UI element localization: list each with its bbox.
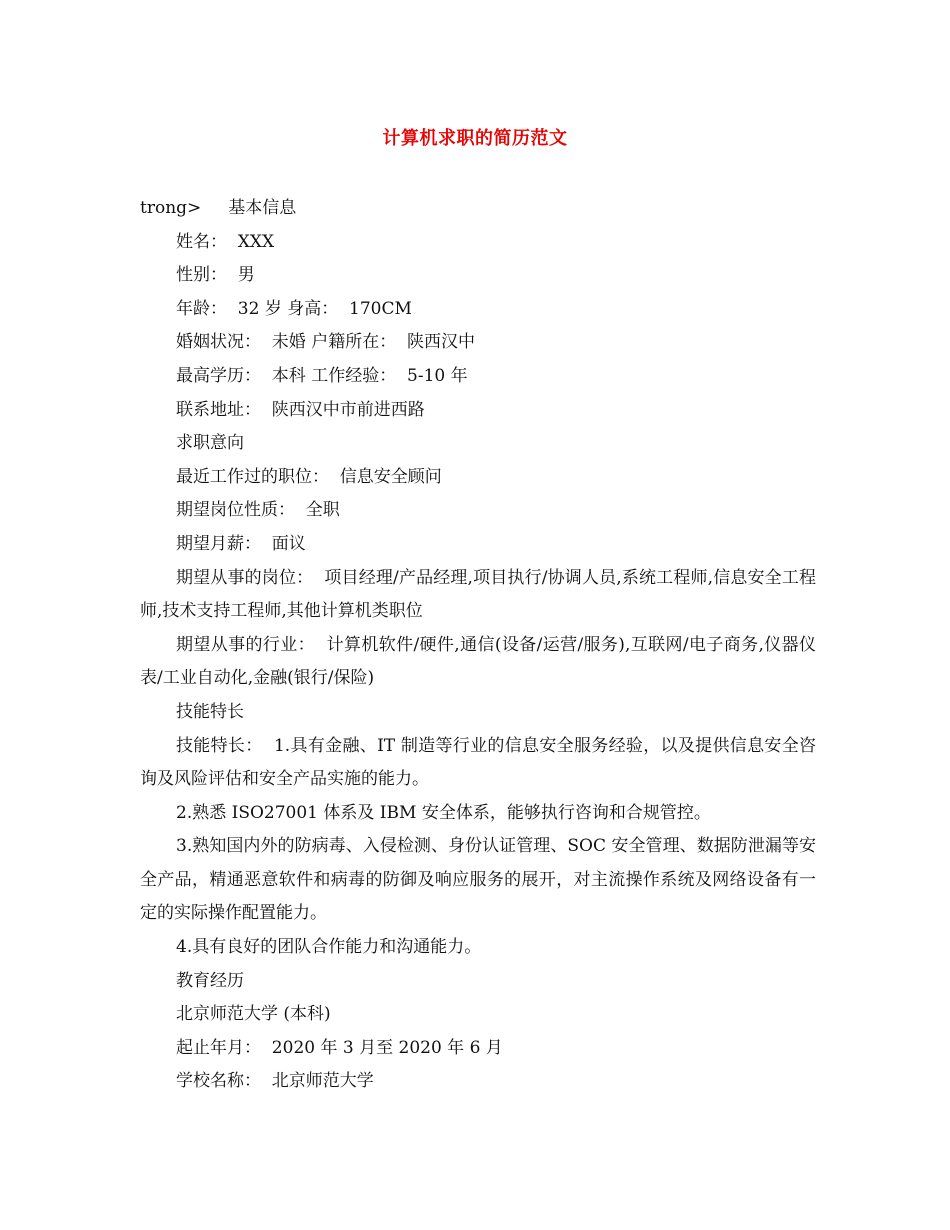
doc-line-address: 联系地址： 陕西汉中市前进西路 [176, 399, 425, 420]
doc-line-marital-hukou: 婚姻状况： 未婚 户籍所在： 陕西汉中 [176, 332, 476, 353]
doc-line-skill-3: 3.熟知国内外的防病毒、入侵检测、身份认证管理、SOC 安全管理、数据防泄漏等安全产品，精通恶意软件和病毒的防御及响应服务的展开，对主流操作系统及网络设备有一定的实际操作配置能力。 [140, 836, 816, 924]
document-title: 计算机求职的简历范文 [382, 128, 568, 149]
doc-line-dates: 起止年月： 2020 年 3 月至 2020 年 6 月 [176, 1037, 503, 1058]
document-body [140, 192, 816, 1099]
doc-line-skill-2: 2.熟悉 ISO27001 体系及 IBM 安全体系，能够执行咨询和合规管控。 [176, 802, 711, 823]
doc-line-job-type: 期望岗位性质： 全职 [176, 500, 340, 521]
section-heading-job-intention: 求职意向 [176, 433, 244, 454]
doc-line-desired-positions: 期望从事的岗位： 项目经理/产品经理,项目执行/协调人员,系统工程师,信息安全工程师,技术支持工程师,其他计算机类职位 [140, 567, 816, 622]
doc-line-school-name: 学校名称： 北京师范大学 [176, 1071, 374, 1092]
doc-line-school-degree: 北京师范大学 (本科) [176, 1004, 331, 1025]
doc-line-header: trong> 基本信息 [140, 198, 297, 218]
doc-line-age-height: 年龄： 32 岁 身高： 170CM [176, 298, 412, 319]
doc-line-desired-industries: 期望从事的行业： 计算机软件/硬件,通信(设备/运营/服务),互联网/电子商务,仪器仪表/工业自动化,金融(银行/保险) [140, 634, 816, 689]
doc-line-education-experience: 最高学历： 本科 工作经验： 5-10 年 [176, 365, 468, 386]
doc-line-recent-position: 最近工作过的职位： 信息安全顾问 [176, 466, 442, 487]
doc-line-gender: 性别： 男 [176, 265, 255, 286]
doc-line-salary: 期望月薪： 面议 [176, 533, 306, 554]
section-heading-skills: 技能特长 [176, 701, 244, 722]
doc-line-skill-1: 技能特长： 1.具有金融、IT 制造等行业的信息安全服务经验，以及提供信息安全咨询及风险评估和安全产品实施的能力。 [140, 735, 816, 790]
doc-line-skill-4: 4.具有良好的团队合作能力和沟通能力。 [176, 937, 482, 958]
section-heading-education: 教育经历 [176, 970, 244, 991]
doc-line-name: 姓名： XXX [176, 231, 275, 252]
